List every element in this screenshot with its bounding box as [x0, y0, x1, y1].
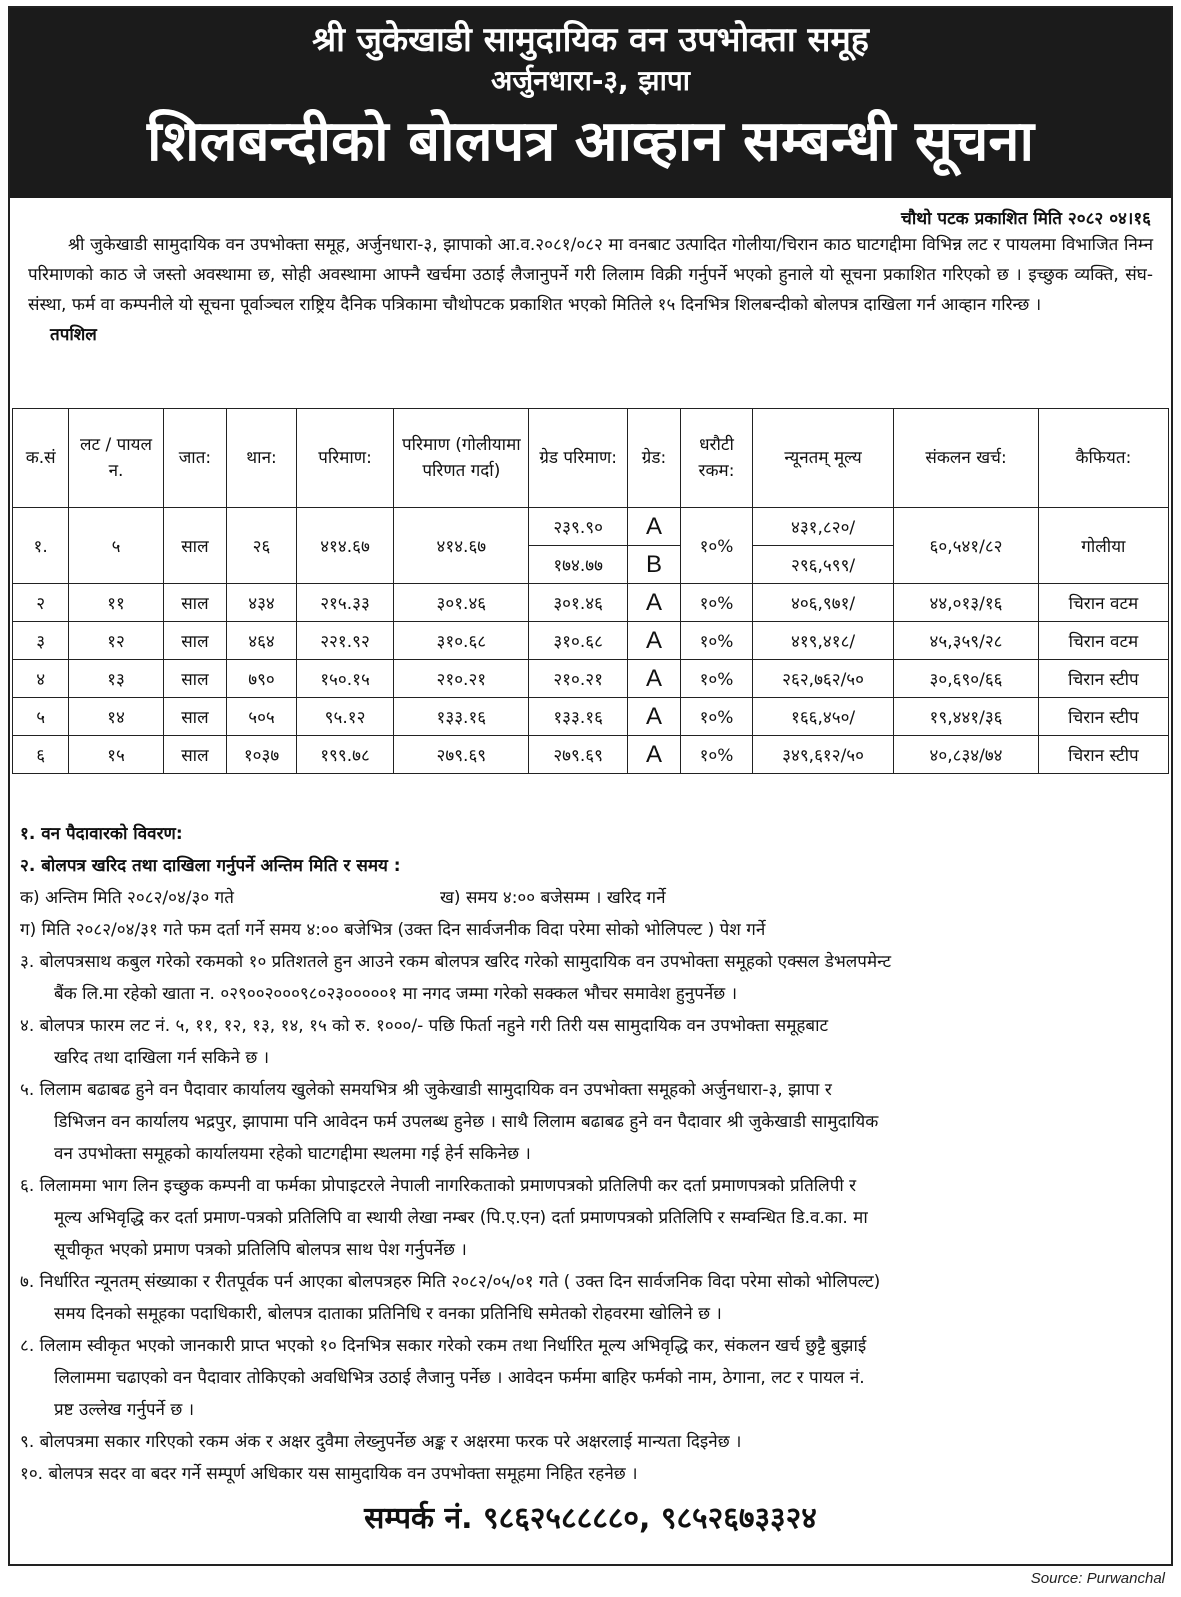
cell-sn: ५	[13, 698, 69, 736]
cell-species: साल	[163, 736, 227, 774]
note-8-cont2: प्रष्ट उल्लेख गर्नुपर्ने छ ।	[54, 1400, 195, 1420]
cell-lot: ११	[69, 584, 163, 622]
cell-species: साल	[163, 622, 227, 660]
note-5-cont2: वन उपभोक्ता समूहको कार्यालयमा रहेको घाटगद्दीमा स्थलमा गई हेर्न सकिनेछ ।	[54, 1144, 531, 1164]
cell-remarks: चिरान स्टीप	[1038, 660, 1168, 698]
col-than: थान:	[227, 409, 297, 508]
cell-species: साल	[163, 584, 227, 622]
note-4-cont: खरिद तथा दाखिला गर्न सकिने छ ।	[54, 1048, 270, 1068]
col-remarks: कैफियत:	[1038, 409, 1168, 508]
table-header-row	[13, 409, 1169, 508]
cell-sn: ६	[13, 736, 69, 774]
cell-remarks: चिरान वटम	[1038, 622, 1168, 660]
cell-lot: १२	[69, 622, 163, 660]
cell-converted: १३३.१६	[394, 698, 529, 736]
cell-min-price: ४१९,४१८/	[752, 622, 893, 660]
cell-than: ४३४	[227, 584, 297, 622]
cell-grade-qty: ३०१.४६	[529, 584, 627, 622]
cell-quantity: १५०.१५	[296, 660, 393, 698]
cell-quantity: १९९.७८	[296, 736, 393, 774]
cell-deposit: १०%	[681, 584, 753, 622]
cell-collection: ६०,५४१/८२	[894, 508, 1039, 584]
table-row	[13, 698, 1169, 736]
cell-than: २६	[227, 508, 297, 584]
details-heading: तपशिल	[50, 325, 97, 345]
cell-min-price: ४३१,८२०/	[752, 508, 893, 546]
cell-grade: A	[627, 622, 680, 660]
note-2-ga: ग) मिति २०८२/०४/३१ गते फम दर्ता गर्ने समय ४:०० बजेभित्र (उक्त दिन सार्वजनीक विदा परेमा सोको भोलिपल्ट ) पेश गर्ने	[20, 920, 766, 940]
cell-deposit: १०%	[681, 622, 753, 660]
table-row	[13, 660, 1169, 698]
col-grade: ग्रेड:	[627, 409, 680, 508]
cell-lot: १५	[69, 736, 163, 774]
note-9: ९. बोलपत्रमा सकार गरिएको रकम अंक र अक्षर दुवैमा लेख्नुपर्नेछ अङ्क र अक्षरमा फरक परे अक्षरलाई मान्यता दिइनेछ ।	[20, 1432, 742, 1452]
cell-min-price: २६२,७६२/५०	[752, 660, 893, 698]
cell-grade-qty: २७९.६९	[529, 736, 627, 774]
notice-title: शिलबन्दीको बोलपत्र आव्हान सम्बन्धी सूचना	[147, 109, 1034, 174]
note-6-cont: मूल्य अभिवृद्धि कर दर्ता प्रमाण-पत्रको प्रतिलिपि वा स्थायी लेखा नम्बर (पि.ए.एन) दर्ता प्रमाणपत्रको प्रतिलिपि र सम्वन्धित डि.व.का. मा	[54, 1208, 868, 1228]
note-2-ka-kha	[20, 882, 1177, 914]
cell-than: ५०५	[227, 698, 297, 736]
note-7: ७. निर्धारित न्यूनतम् संख्याका र रीतपूर्वक पर्न आएका बोलपत्रहरु मिति २०८२/०५/०१ गते ( उक्त दिन सार्वजनिक विदा परेमा सोको भोलिपल्ट)	[20, 1272, 881, 1292]
note-6: ६. लिलाममा भाग लिन इच्छुक कम्पनी वा फर्मका प्रोपाइटरले नेपाली नागरिकताको प्रमाणपत्रको प्रतिलिपी कर दर्ता प्रमाणपत्रको प्रतिलिपी र	[20, 1176, 857, 1196]
cell-grade: A	[627, 698, 680, 736]
notice-header	[10, 8, 1171, 198]
note-7-cont: समय दिनको समूहका पदाधिकारी, बोलपत्र दाताका प्रतिनिधि र वनका प्रतिनिधि समेतको रोहवरमा खोलिने छ ।	[54, 1304, 722, 1324]
col-species: जात:	[163, 409, 227, 508]
cell-quantity: २२१.९२	[296, 622, 393, 660]
cell-sn: ४	[13, 660, 69, 698]
col-deposit: धरौटी रकम:	[681, 409, 753, 508]
cell-collection: ४०,८३४/७४	[894, 736, 1039, 774]
col-collection: संकलन खर्च:	[894, 409, 1039, 508]
cell-converted: ३०१.४६	[394, 584, 529, 622]
note-2-ka: क) अन्तिम मिति २०८२/०४/३० गते	[20, 888, 234, 908]
table-row	[13, 584, 1169, 622]
cell-species: साल	[163, 660, 227, 698]
cell-quantity: ४१४.६७	[296, 508, 393, 584]
note-3-cont: बैंक लि.मा रहेको खाता न. ०२९००२०००९८०२३०००००१ मा नगद जम्मा गरेको सक्कल भौचर समावेश हुनुपर्नेछ ।	[54, 984, 738, 1004]
cell-species: साल	[163, 698, 227, 736]
note-2-kha: ख) समय ४:०० बजेसम्म । खरिद गर्ने	[440, 888, 666, 908]
note-5-cont: डिभिजन वन कार्यालय भद्रपुर, झापामा पनि आवेदन फर्म उपलब्ध हुनेछ । साथै लिलाम बढाबढ हुने वन पैदावार श्री जुकेखाडी सामुदायिक	[54, 1112, 879, 1132]
cell-min-price: १६६,४५०/	[752, 698, 893, 736]
cell-grade: A	[627, 584, 680, 622]
cell-converted: ३१०.६८	[394, 622, 529, 660]
note-4: ४. बोलपत्र फारम लट नं. ५, ११, १२, १३, १४, १५ को रु. १०००/- पछि फिर्ता नहुने गरी तिरी यस सामुदायिक वन उपभोक्ता समूहबाट	[20, 1016, 829, 1036]
cell-grade: A	[627, 736, 680, 774]
cell-grade: A	[627, 660, 680, 698]
cell-species: साल	[163, 508, 227, 584]
source-credit: Source: Purwanchal	[1030, 1570, 1165, 1587]
organization-address: अर्जुनधारा-३, झापा	[490, 64, 691, 97]
cell-lot: १३	[69, 660, 163, 698]
cell-remarks: चिरान स्टीप	[1038, 698, 1168, 736]
cell-than: ७९०	[227, 660, 297, 698]
col-sn: क.सं	[13, 409, 69, 508]
cell-collection: ४५,३५९/२८	[894, 622, 1039, 660]
table-row	[13, 736, 1169, 774]
note-2: २. बोलपत्र खरिद तथा दाखिला गर्नुपर्ने अन्तिम मिति र समय :	[20, 856, 401, 876]
cell-sn: ३	[13, 622, 69, 660]
cell-deposit: १०%	[681, 736, 753, 774]
note-8-cont: लिलाममा चढाएको वन पैदावार तोकिएको अवधिभित्र उठाई लैजानु पर्नेछ । आवेदन फर्ममा बाहिर फर्मको नाम, ठेगाना, लट र पायल नं.	[54, 1368, 865, 1388]
cell-sn: १.	[13, 508, 69, 584]
cell-remarks: चिरान वटम	[1038, 584, 1168, 622]
cell-lot: १४	[69, 698, 163, 736]
cell-collection: ४४,०१३/१६	[894, 584, 1039, 622]
publication-line: चौथो पटक प्रकाशित मिति २०८२ ०४।१६	[901, 209, 1151, 229]
cell-grade-qty: २१०.२१	[529, 660, 627, 698]
cell-remarks: चिरान स्टीप	[1038, 736, 1168, 774]
note-5: ५. लिलाम बढाबढ हुने वन पैदावार कार्यालय खुलेको समयभित्र श्री जुकेखाडी सामुदायिक वन उपभोक्ता समूहको अर्जुनधारा-३, झापा र	[20, 1080, 832, 1100]
cell-grade-qty: २३९.९०	[529, 508, 627, 546]
cell-converted: ४१४.६७	[394, 508, 529, 584]
cell-deposit: १०%	[681, 698, 753, 736]
cell-collection: १९,४४१/३६	[894, 698, 1039, 736]
organization-name: श्री जुकेखाडी सामुदायिक वन उपभोक्ता समूह	[312, 20, 869, 60]
note-6-cont2: सूचीकृत भएको प्रमाण पत्रको प्रतिलिपि बोलपत्र साथ पेश गर्नुपर्नेछ ।	[54, 1240, 467, 1260]
notice-page	[8, 6, 1173, 1566]
col-min-price: न्यूनतम् मूल्य	[752, 409, 893, 508]
cell-deposit: १०%	[681, 508, 753, 584]
note-10: १०. बोलपत्र सदर वा बदर गर्ने सम्पूर्ण अधिकार यस सामुदायिक वन उपभोक्ता समूहमा निहित रहनेछ ।	[20, 1464, 638, 1484]
note-8: ८. लिलाम स्वीकृत भएको जानकारी प्राप्त भएको १० दिनभित्र सकार गरेको रकम तथा निर्धारित मूल्य अभिवृद्धि कर, संकलन खर्च छुट्टै बुझाई	[20, 1336, 867, 1356]
cell-converted: २१०.२१	[394, 660, 529, 698]
cell-min-price: ३४९,६१२/५०	[752, 736, 893, 774]
cell-deposit: १०%	[681, 660, 753, 698]
cell-min-price: २९६,५९९/	[752, 546, 893, 584]
cell-converted: २७९.६९	[394, 736, 529, 774]
cell-than: १०३७	[227, 736, 297, 774]
cell-grade-qty: १३३.१६	[529, 698, 627, 736]
note-1: १. वन पैदावारको विवरण:	[20, 824, 183, 844]
col-lot: लट / पायल न.	[69, 409, 163, 508]
cell-grade-qty: १७४.७७	[529, 546, 627, 584]
cell-remarks: गोलीया	[1038, 508, 1168, 584]
cell-grade: B	[627, 546, 680, 584]
cell-min-price: ४०६,९७१/	[752, 584, 893, 622]
cell-lot: ५	[69, 508, 163, 584]
notes-section	[10, 818, 1177, 1490]
lots-table	[12, 408, 1169, 774]
cell-grade-qty: ३१०.६८	[529, 622, 627, 660]
cell-quantity: ९५.१२	[296, 698, 393, 736]
cell-grade: A	[627, 508, 680, 546]
contact-numbers: सम्पर्क नं. ९८६२५८८८८०, ९८५२६७३३२४	[364, 1501, 817, 1536]
cell-quantity: २१५.३३	[296, 584, 393, 622]
col-grade-qty: ग्रेड परिमाण:	[529, 409, 627, 508]
table-row	[13, 622, 1169, 660]
col-converted: परिमाण (गोलीयामा परिणत गर्दा)	[394, 409, 529, 508]
intro-paragraph: श्री जुकेखाडी सामुदायिक वन उपभोक्ता समूह, अर्जुनधारा-३, झापाको आ.व.२०८१/०८२ मा वनबाट उत्पादित गोलीया/चिरान काठ घाटगद्दीमा विभिन्न लट र पायलमा विभाजित निम्न परिमाणको काठ जे जस्तो अवस्थामा छ, सोही अवस्थामा आफ्नै खर्चमा उठाई लैजानुपर्ने गरी लिलाम विक्री गर्नुपर्ने भएको हुनाले यो सूचना प्रकाशित गरिएको छ । इच्छुक व्यक्ति, संघ-संस्था, फर्म वा कम्पनीले यो सूचना पूर्वाञ्चल राष्ट्रिय दैनिक पत्रिकामा चौथोपटक प्रकाशित भएको मितिले १५ दिनभित्र शिलबन्दीको बोलपत्र दाखिला गर्न आव्हान गरिन्छ ।	[28, 235, 1153, 315]
col-quantity: परिमाण:	[296, 409, 393, 508]
cell-sn: २	[13, 584, 69, 622]
cell-collection: ३०,६९०/६६	[894, 660, 1039, 698]
note-3: ३. बोलपत्रसाथ कबुल गरेको रकमको १० प्रतिशतले हुन आउने रकम बोलपत्र खरिद गरेको सामुदायिक वन उपभोक्ता समूहको एक्सल डेभलपमेन्ट	[20, 952, 892, 972]
cell-than: ४६४	[227, 622, 297, 660]
table-row	[13, 508, 1169, 546]
